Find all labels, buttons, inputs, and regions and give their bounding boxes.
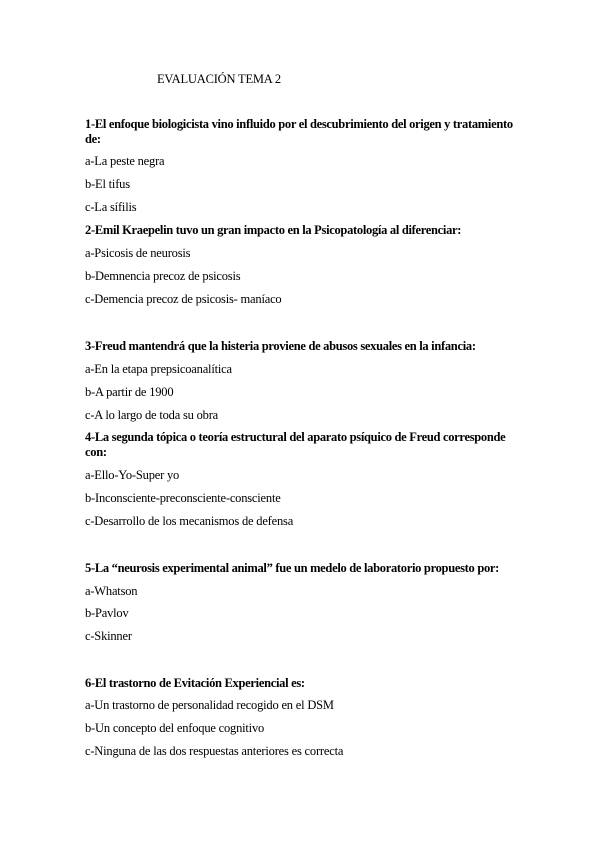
question-6: 6-El trastorno de Evitación Experiencial es: [85, 676, 305, 690]
question-3-option-c: c-A lo largo de toda su obra [85, 408, 219, 422]
question-1-option-a: a-La peste negra [85, 154, 165, 168]
question-1-option-c: c-La sífilis [85, 200, 137, 214]
question-6-option-c: c-Ninguna de las dos respuestas anteriores es correcta [85, 744, 344, 758]
question-6-option-a: a-Un trastorno de personalidad recogido en el DSM [85, 698, 334, 712]
question-3-option-a: a-En la etapa prepsicoanalítica [85, 362, 232, 376]
question-4-option-a: a-Ello-Yo-Super yo [85, 468, 180, 482]
question-1: 1-El enfoque biologicista vino influido por el descubrimiento del origen y tratamiento de: [85, 117, 513, 146]
question-2-option-c: c-Demencia precoz de psicosis- maníaco [85, 292, 282, 306]
question-6-option-b: b-Un concepto del enfoque cognitivo [85, 721, 265, 735]
question-2: 2-Emil Kraepelin tuvo un gran impacto en la Psicopatología al diferenciar: [85, 223, 462, 237]
question-4: 4-La segunda tópica o teoría estructural del aparato psíquico de Freud corresponde con: [85, 430, 506, 459]
question-2-option-a: a-Psicosis de neurosis [85, 246, 191, 260]
question-3-option-b: b-A partir de 1900 [85, 385, 174, 399]
question-2-option-b: b-Demnencia precoz de psicosis [85, 269, 241, 283]
question-5: 5-La “neurosis experimental animal” fue un medelo de laboratorio propuesto por: [85, 561, 500, 575]
question-4-option-b: b-Inconsciente-preconsciente-consciente [85, 491, 281, 505]
question-4-option-c: c-Desarrollo de los mecanismos de defensa [85, 514, 294, 528]
page-title: EVALUACIÓN TEMA 2 [157, 72, 281, 86]
question-5-option-c: c-Skinner [85, 629, 132, 643]
question-5-option-b: b-Pavlov [85, 606, 129, 620]
question-3: 3-Freud mantendrá que la histeria proviene de abusos sexuales en la infancia: [85, 339, 476, 353]
question-1-option-b: b-El tifus [85, 177, 130, 191]
question-5-option-a: a-Whatson [85, 584, 138, 598]
